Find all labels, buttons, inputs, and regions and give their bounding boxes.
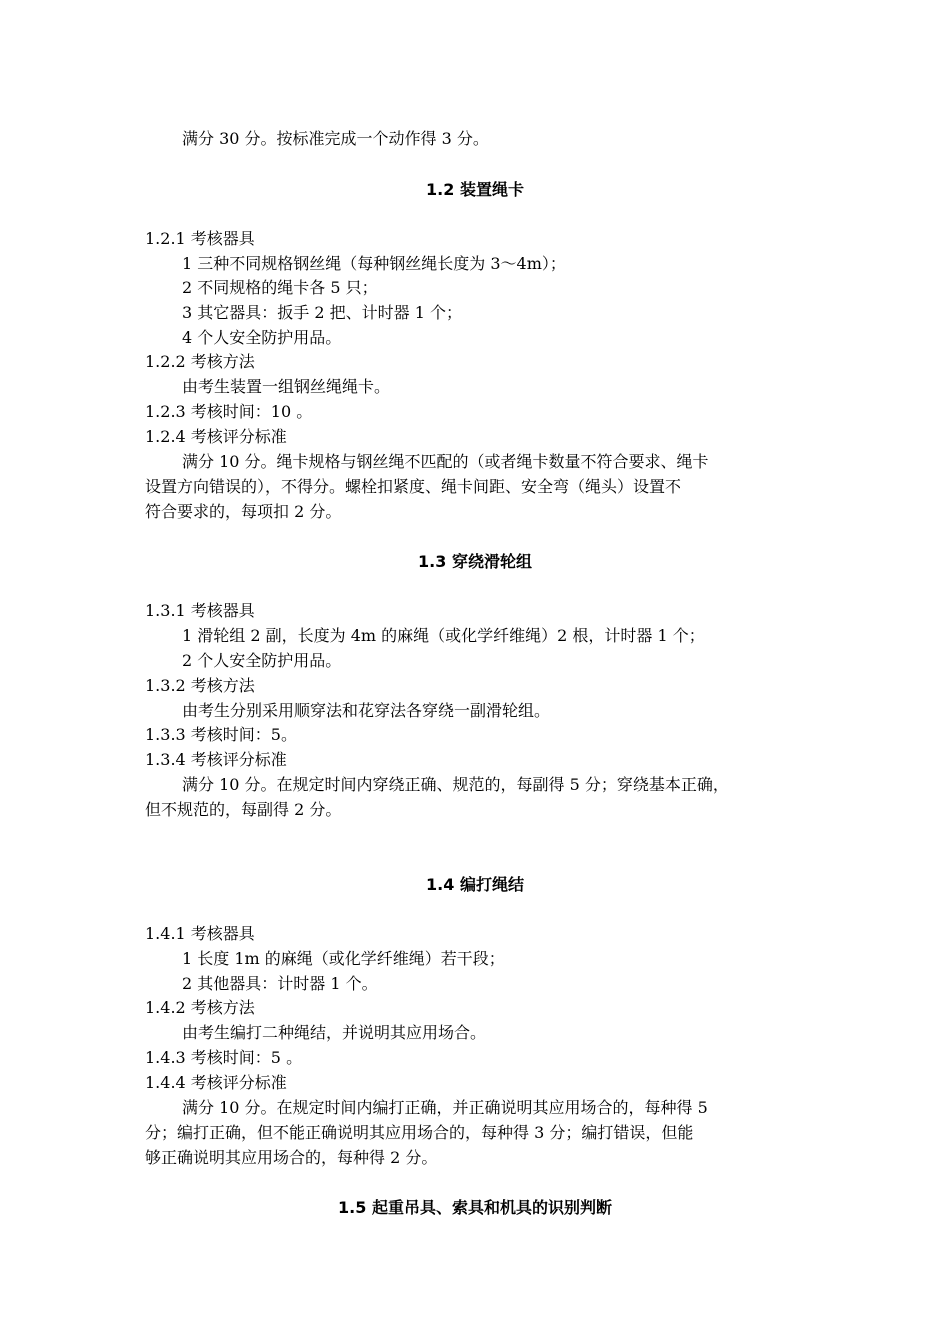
section-1-3-criteria-line-2: 但不规范的，每副得 2 分。 (145, 800, 342, 819)
section-1-4-tool-1: 1 长度 1m 的麻绳（或化学纤维绳）若干段； (182, 949, 505, 968)
section-1-3-method: 由考生分别采用顺穿法和花穿法各穿绕一副滑轮组。 (182, 701, 551, 720)
section-1-2-tool-3: 3 其它器具：扳手 2 把、计时器 1 个； (182, 303, 462, 322)
section-1-2-criteria-line-1: 满分 10 分。绳卡规格与钢丝绳不匹配的（或者绳卡数量不符合要求、绳卡 (182, 452, 709, 471)
section-1-2-2-label: 1.2.2 考核方法 (145, 352, 255, 371)
section-1-2-4-label: 1.2.4 考核评分标准 (145, 427, 287, 446)
section-1-4-criteria-line-3: 够正确说明其应用场合的，每种得 2 分。 (145, 1148, 438, 1167)
section-1-3-3-time: 1.3.3 考核时间：5。 (145, 725, 297, 744)
section-1-3-tool-1: 1 滑轮组 2 副，长度为 4m 的麻绳（或化学纤维绳）2 根，计时器 1 个； (182, 626, 705, 645)
section-1-2-criteria-line-3: 符合要求的，每项扣 2 分。 (145, 502, 342, 521)
section-1-3-tool-2: 2 个人安全防护用品。 (182, 651, 342, 670)
section-1-4-tool-2: 2 其他器具：计时器 1 个。 (182, 974, 378, 993)
section-1-4-3-time: 1.4.3 考核时间：5 。 (145, 1048, 303, 1067)
section-1-3-2-label: 1.3.2 考核方法 (145, 676, 255, 695)
section-1-5-title: 1.5 起重吊具、索具和机具的识别判断 (338, 1198, 612, 1217)
section-1-3-4-label: 1.3.4 考核评分标准 (145, 750, 287, 769)
section-1-4-criteria-line-1: 满分 10 分。在规定时间内编打正确，并正确说明其应用场合的，每种得 5 (182, 1098, 708, 1117)
intro-paragraph: 满分 30 分。按标准完成一个动作得 3 分。 (182, 129, 489, 148)
section-1-4-2-label: 1.4.2 考核方法 (145, 998, 255, 1017)
section-1-2-title: 1.2 装置绳卡 (426, 180, 524, 199)
section-1-2-method: 由考生装置一组钢丝绳绳卡。 (182, 377, 391, 396)
section-1-2-3-time: 1.2.3 考核时间：10 。 (145, 402, 313, 421)
section-1-3-criteria-line-1: 满分 10 分。在规定时间内穿绕正确、规范的，每副得 5 分；穿绕基本正确， (182, 775, 729, 794)
section-1-4-criteria-line-2: 分；编打正确，但不能正确说明其应用场合的，每种得 3 分；编打错误，但能 (145, 1123, 694, 1142)
section-1-4-4-label: 1.4.4 考核评分标准 (145, 1073, 287, 1092)
section-1-2-tool-2: 2 不同规格的绳卡各 5 只； (182, 278, 378, 297)
section-1-3-1-label: 1.3.1 考核器具 (145, 601, 255, 620)
section-1-4-title: 1.4 编打绳结 (426, 875, 524, 894)
section-1-4-1-label: 1.4.1 考核器具 (145, 924, 255, 943)
section-1-2-1-label: 1.2.1 考核器具 (145, 229, 255, 248)
section-1-2-tool-1: 1 三种不同规格钢丝绳（每种钢丝绳长度为 3～4m）； (182, 254, 566, 273)
section-1-4-method: 由考生编打二种绳结，并说明其应用场合。 (182, 1023, 487, 1042)
section-1-2-tool-4: 4 个人安全防护用品。 (182, 328, 342, 347)
section-1-2-criteria-line-2: 设置方向错误的），不得分。螺栓扣紧度、绳卡间距、安全弯（绳头）设置不 (145, 477, 682, 496)
section-1-3-title: 1.3 穿绕滑轮组 (418, 552, 532, 571)
